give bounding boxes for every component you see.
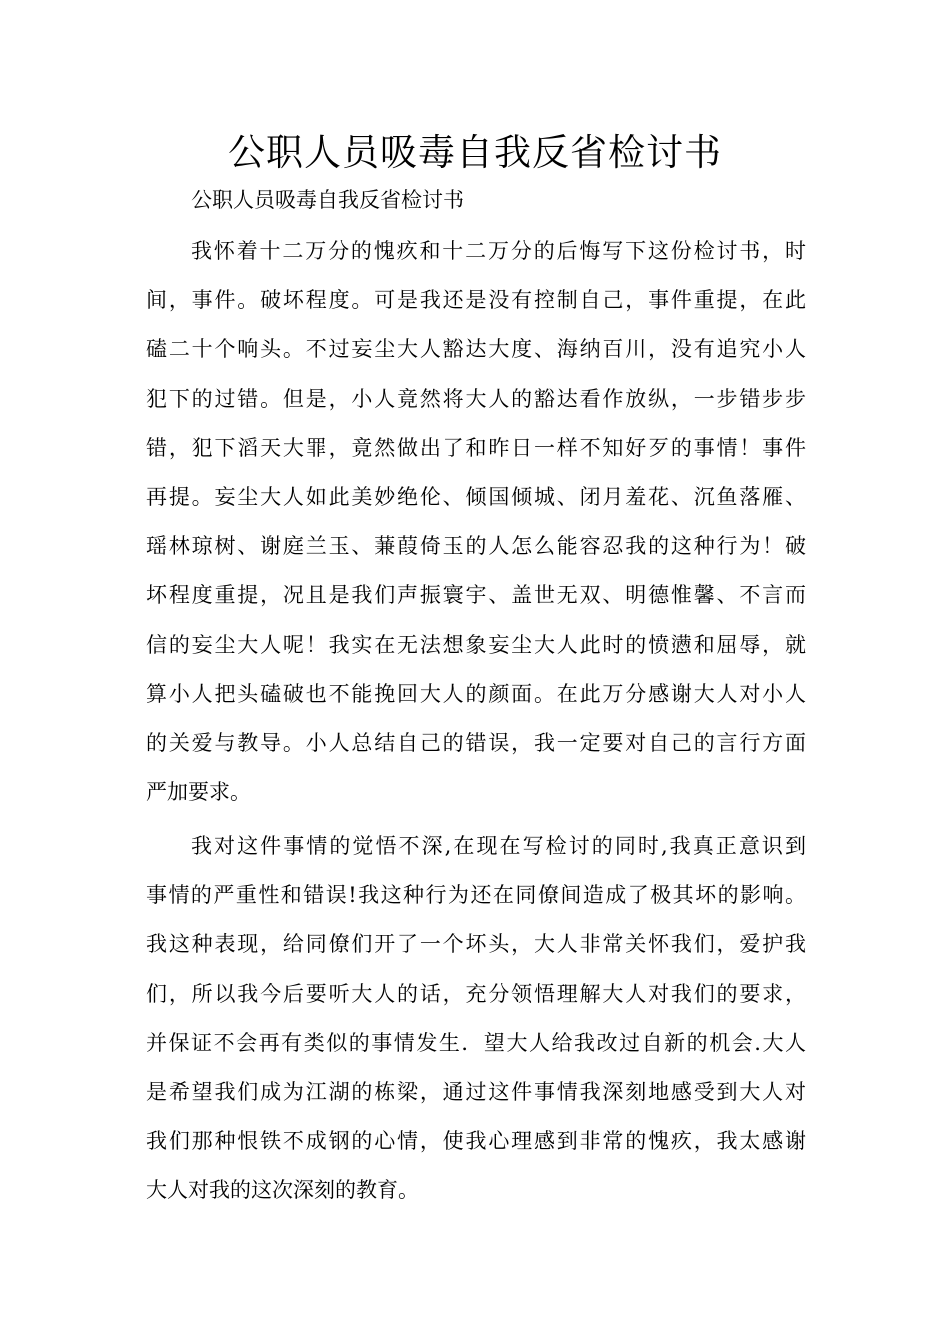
paragraph-line: 严加要求。 [146, 780, 251, 805]
paragraph-line: 算小人把头磕破也不能挽回大人的颜面。在此万分感谢大人对小人 [146, 681, 806, 706]
paragraph-line: 我对这件事情的觉悟不深,在现在写检讨的同时,我真正意识到 [191, 834, 806, 858]
paragraph-line: 大人对我的这次深刻的教育。 [146, 1178, 419, 1203]
paragraph-1 [146, 227, 806, 817]
paragraph-line: 间，事件。破坏程度。可是我还是没有控制自己，事件重提，在此 [146, 288, 806, 313]
document-subtitle: 公职人员吸毒自我反省检讨书 [191, 188, 464, 212]
document-title: 公职人员吸毒自我反省检讨书 [228, 131, 722, 174]
paragraph-line: 信的妄尘大人呢！我实在无法想象妄尘大人此时的愤懑和屈辱，就 [146, 632, 806, 657]
paragraph-line: 的关爱与教导。小人总结自己的错误，我一定要对自己的言行方面 [146, 731, 806, 756]
paragraph-line: 瑶林琼树、谢庭兰玉、蒹葭倚玉的人怎么能容忍我的这种行为！破 [146, 534, 806, 559]
paragraph-line: 并保证不会再有类似的事情发生．望大人给我改过自新的机会.大人 [146, 1030, 806, 1055]
paragraph-2 [146, 822, 806, 1216]
paragraph-line: 我怀着十二万分的愧疚和十二万分的后悔写下这份检讨书，时 [191, 239, 806, 263]
paragraph-line: 我们那种恨铁不成钢的心情，使我心理感到非常的愧疚，我太感谢 [146, 1129, 806, 1154]
paragraph-line: 们，所以我今后要听大人的话，充分领悟理解大人对我们的要求， [146, 981, 806, 1006]
paragraph-line: 是希望我们成为江湖的栋梁，通过这件事情我深刻地感受到大人对 [146, 1080, 806, 1105]
paragraph-line: 再提。妄尘大人如此美妙绝伦、倾国倾城、闭月羞花、沉鱼落雁、 [146, 485, 806, 510]
paragraph-line: 事情的严重性和错误!我这种行为还在同僚间造成了极其坏的影响。 [146, 883, 806, 908]
paragraph-line: 错，犯下滔天大罪，竟然做出了和昨日一样不知好歹的事情！事件 [146, 435, 806, 460]
paragraph-line: 犯下的过错。但是，小人竟然将大人的豁达看作放纵，一步错步步 [146, 386, 806, 411]
paragraph-line: 坏程度重提，况且是我们声振寰宇、盖世无双、明德惟馨、不言而 [146, 583, 806, 608]
paragraph-line: 我这种表现，给同僚们开了一个坏头，大人非常关怀我们，爱护我 [146, 932, 806, 957]
paragraph-line: 磕二十个响头。不过妄尘大人豁达大度、海纳百川，没有追究小人 [146, 337, 806, 362]
